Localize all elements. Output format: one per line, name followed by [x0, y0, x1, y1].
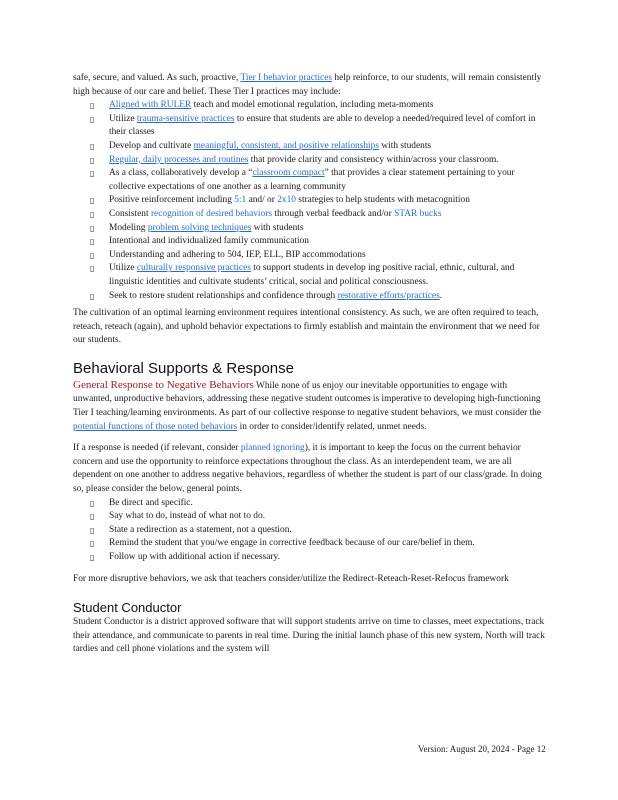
intro-text-end: help reinforce, to our students, will remain consistently high because of our care and belief. These Tier I practices may include: — [73, 73, 542, 97]
general-response-paragraph — [73, 379, 545, 434]
bullet-icon: ▯ — [90, 498, 95, 508]
bullet-icon: ▯ — [90, 553, 95, 562]
bullet-icon: ▯ — [90, 539, 95, 549]
list-item — [73, 154, 545, 168]
list-item-text: that provide clarity and consistency within/across your classroom. — [248, 154, 499, 165]
list-item-text: Modeling — [109, 222, 148, 233]
response-paragraph — [73, 442, 545, 496]
response-text-end: ), it is important to keep the focus on the current behavior concern and use the opportunity to reinforce expectations throughout the class. As an interdependent team, we are all dependent on one another to address negative behaviors, regardless of whether the student is part of our class/grade. In doing so, please consider the below, general points. — [73, 443, 542, 495]
list-item-text: Intentional and individualized family communication — [109, 236, 309, 247]
list-item-text: teach and model emotional regulation, including meta-moments — [191, 100, 434, 111]
list-item-text: Understanding and adhering to 504, IEP, ELL, BIP accommodations — [109, 249, 366, 260]
list-item — [73, 113, 545, 140]
page-content — [73, 72, 545, 657]
list-item-text: ” that provides a clear statement pertaining to your collective expectations of one another as a learning community — [109, 168, 515, 192]
practice-link[interactable]: 5:1 — [234, 195, 247, 206]
list-item-text: Be direct and specific. — [109, 497, 193, 508]
list-item-text: Say what to do, instead of what not to do. — [109, 511, 265, 522]
list-item-text: with students — [251, 222, 304, 233]
list-item-text: As a class, collaboratively develop a “ — [109, 168, 253, 179]
list-item — [73, 222, 545, 236]
list-item-text: strategies to help students with metacognition — [295, 195, 470, 206]
planned-ignoring-link[interactable]: planned ignoring — [240, 443, 305, 454]
list-item — [73, 510, 545, 524]
bullet-icon: ▯ — [90, 141, 95, 151]
list-item — [73, 290, 545, 304]
list-item — [73, 249, 545, 263]
list-item-text: Consistent — [109, 208, 151, 219]
list-item-text: Utilize — [109, 263, 137, 274]
potential-functions-link[interactable]: potential functions of those noted behaviors — [73, 421, 238, 432]
bullet-icon: ▯ — [90, 291, 95, 301]
list-item-text: Develop and cultivate — [109, 140, 194, 151]
list-item — [73, 99, 545, 113]
list-item-text: State a redirection as a statement, not a question. — [109, 524, 292, 535]
general-response-heading: General Response to Negative Behaviors — [73, 378, 254, 391]
intro-paragraph — [73, 72, 545, 99]
list-item — [73, 208, 545, 222]
bullet-icon: ▯ — [90, 250, 95, 260]
list-item-text: Positive reinforcement including — [109, 195, 235, 206]
practice-link[interactable]: restorative efforts/practices — [337, 290, 440, 301]
student-conductor-heading: Student Conductor — [73, 600, 182, 616]
bullet-icon: ▯ — [90, 512, 95, 522]
list-item — [73, 551, 545, 565]
bullet-icon: ▯ — [90, 155, 95, 165]
list-item-text: with students — [379, 140, 432, 151]
list-item — [73, 167, 545, 194]
list-item-text: Utilize — [109, 113, 137, 124]
practice-link[interactable]: trauma-sensitive practices — [136, 113, 235, 124]
list-item-text: to ensure that students are able to develop a needed/required level of comfort in their classes — [109, 113, 536, 138]
cultivation-paragraph: The cultivation of an optimal learning environment requires intentional consistency. As such, we are often required to teach, reteach, reteach (again), and uphold behavior expectations to firmly establish and maintain the environment that we need for our students. — [73, 308, 540, 346]
practice-link[interactable]: culturally responsive practices — [136, 263, 251, 274]
practice-link[interactable]: Regular, daily processes and routines — [109, 154, 249, 165]
bullet-icon: ▯ — [90, 237, 95, 247]
list-item — [73, 537, 545, 551]
tier1-practices-list — [73, 99, 545, 303]
list-item — [73, 497, 545, 511]
list-item-text: and/ or — [246, 195, 278, 206]
list-item — [73, 140, 545, 154]
list-item-text: . — [439, 290, 443, 301]
bullet-icon: ▯ — [90, 196, 95, 206]
list-item — [73, 524, 545, 538]
student-conductor-paragraph: Student Conductor is a district approved software that will support students arrive on time to classes, meet expectations, track their attendance, and communicate to parents in real time. During the initial launch phase of this new system, North will track tardies and cell phone violations and the system will — [73, 617, 545, 655]
list-item-text: through verbal feedback and/or — [272, 208, 395, 219]
response-points-list — [73, 497, 545, 565]
practice-link[interactable]: recognition of desired behaviors — [150, 208, 272, 219]
practice-link[interactable]: problem solving techniques — [147, 222, 252, 233]
practice-link[interactable]: STAR bucks — [394, 208, 442, 219]
bullet-icon: ▯ — [90, 264, 95, 274]
list-item-text: to support students in develop ing positive racial, ethnic, cultural, and linguistic identities and cultivate students’ critical, social and political consciousness. — [109, 263, 515, 287]
bullet-icon: ▯ — [90, 223, 95, 233]
bullet-icon: ▯ — [90, 114, 95, 124]
list-item — [73, 262, 545, 289]
practice-link[interactable]: 2x10 — [277, 195, 296, 206]
bullet-icon: ▯ — [90, 209, 95, 219]
tier1-practices-link[interactable]: Tier I behavior practices — [240, 73, 333, 83]
intro-text: safe, secure, and valued. As such, proactive, — [73, 73, 241, 83]
list-item-text: Follow up with additional action if necessary. — [109, 552, 280, 562]
practice-link[interactable]: meaningful, consistent, and positive relationships — [193, 140, 379, 151]
page-footer: Version: August 20, 2024 - Page 12 — [418, 744, 546, 754]
bullet-icon: ▯ — [90, 169, 95, 179]
response-text: If a response is needed (if relevant, consider — [73, 443, 241, 454]
list-item — [73, 194, 545, 208]
disruptive-behaviors-paragraph: For more disruptive behaviors, we ask that teachers consider/utilize the Redirect-Reteach-Reset-Refocus framework — [73, 573, 509, 584]
practice-link[interactable]: classroom compact — [252, 168, 325, 179]
practice-link[interactable]: Aligned with RULER — [109, 100, 192, 111]
list-item — [73, 235, 545, 249]
list-item-text: Seek to restore student relationships and confidence through — [109, 290, 338, 301]
bullet-icon: ▯ — [90, 101, 95, 111]
section-heading: Behavioral Supports & Response — [73, 359, 294, 377]
general-response-text: While none of us enjoy our inevitable opportunities to engage with unwanted, unproductive behaviors, addressing these negative student outcomes is imperative to developing high-functioning Tier I teaching/learning environments. As part of our collective response to negative student behaviors, we must consider the — [73, 380, 542, 419]
general-response-text-end: in order to consider/identify related, unmet needs. — [237, 421, 427, 432]
bullet-icon: ▯ — [90, 525, 95, 535]
list-item-text: Remind the student that you/we engage in corrective feedback because of our care/belief in them. — [109, 538, 475, 549]
